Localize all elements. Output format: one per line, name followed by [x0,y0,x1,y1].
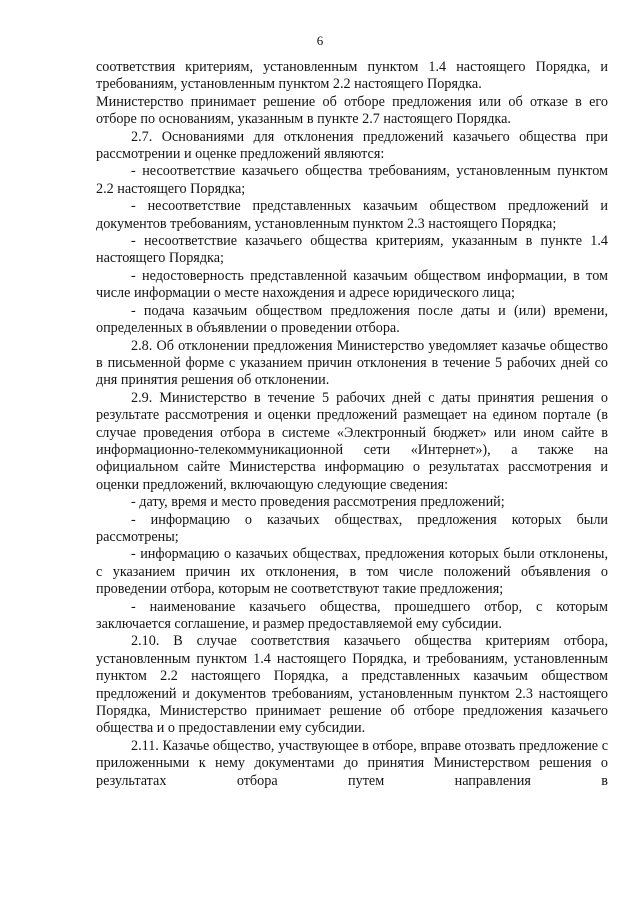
paragraph-continuation: соответствия критериям, установленным пунктом 1.4 настоящего Порядка, и требованиям, установленным пунктом 2.2 настоящего Порядка. [96,59,608,93]
paragraph-2-7: 2.7. Основаниями для отклонения предложений казачьего общества при рассмотрении и оценке предложений являются: [96,128,608,163]
list-item-2-7-3: - несоответствие казачьего общества критериям, указанным в пункте 1.4 настоящего Порядка; [96,233,608,267]
list-item-2-9-4: - наименование казачьего общества, прошедшего отбор, с которым заключается соглашение, и размер предоставляемой ему субсидии. [96,598,608,632]
list-item-2-7-5: - подача казачьим обществом предложения после даты и (или) времени, определенных в объявлении о проведении отбора. [96,302,608,337]
paragraph-ministry-decision: Министерство принимает решение об отборе предложения или об отказе в его отборе по основаниям, указанным в пункте 2.7 настоящего Порядка. [96,93,608,128]
document-body [96,59,608,790]
page-number: 6 [316,33,324,48]
list-item-2-7-4: - недостоверность представленной казачьим обществом информации, в том числе информации о месте нахождения и адресе юридического лица; [96,267,608,302]
paragraph-2-9: 2.9. Министерство в течение 5 рабочих дней с даты принятия решения о результате рассмотрения и оценки предложений размещает на едином портале (в случае проведения отбора в системе «Электронный бюджет» или ином сайте в информационно-телекоммуникационной сети «Интернет»), а также на официальном сайте Министерства информацию о результатах рассмотрения и оценки предложений, включающую следующие сведения: [96,389,608,493]
list-item-2-7-1: - несоответствие казачьего общества требованиям, установленным пунктом 2.2 настоящего Порядка; [96,163,608,197]
list-item-2-9-2: - информацию о казачьих обществах, предложения которых были рассмотрены; [96,511,608,545]
list-item-2-9-1: - дату, время и место проведения рассмотрения предложений; [131,494,505,511]
paragraph-2-8: 2.8. Об отклонении предложения Министерство уведомляет казачье общество в письменной форме с указанием причин отклонения в течение 5 рабочих дней со дня принятия решения об отклонении. [96,337,608,389]
paragraph-2-11: 2.11. Казачье общество, участвующее в отборе, вправе отозвать предложение с приложенными к нему документами до принятия Министерством решения о результатах отбора путем направления в [96,737,608,789]
list-item-2-9-3: - информацию о казачьих обществах, предложения которых были отклонены, с указанием причин их отклонения, в том числе положений объявления о проведении отбора, которым не соответствуют такие предложения; [96,546,608,598]
list-item-2-7-2: - несоответствие представленных казачьим обществом предложений и документов требованиям, установленным пунктом 2.3 настоящего Порядка; [96,198,608,232]
paragraph-2-10: 2.10. В случае соответствия казачьего общества критериям отбора, установленным пунктом 1.4 настоящего Порядка, и требованиям, установленным пунктом 2.2 настоящего Порядка, а представленных казачьим обществом предложений и документов требованиям, установленным пунктом 2.3 настоящего Порядка, Министерство принимает решение об отборе предложения казачьего общества и о предоставлении ему субсидии. [96,633,608,737]
